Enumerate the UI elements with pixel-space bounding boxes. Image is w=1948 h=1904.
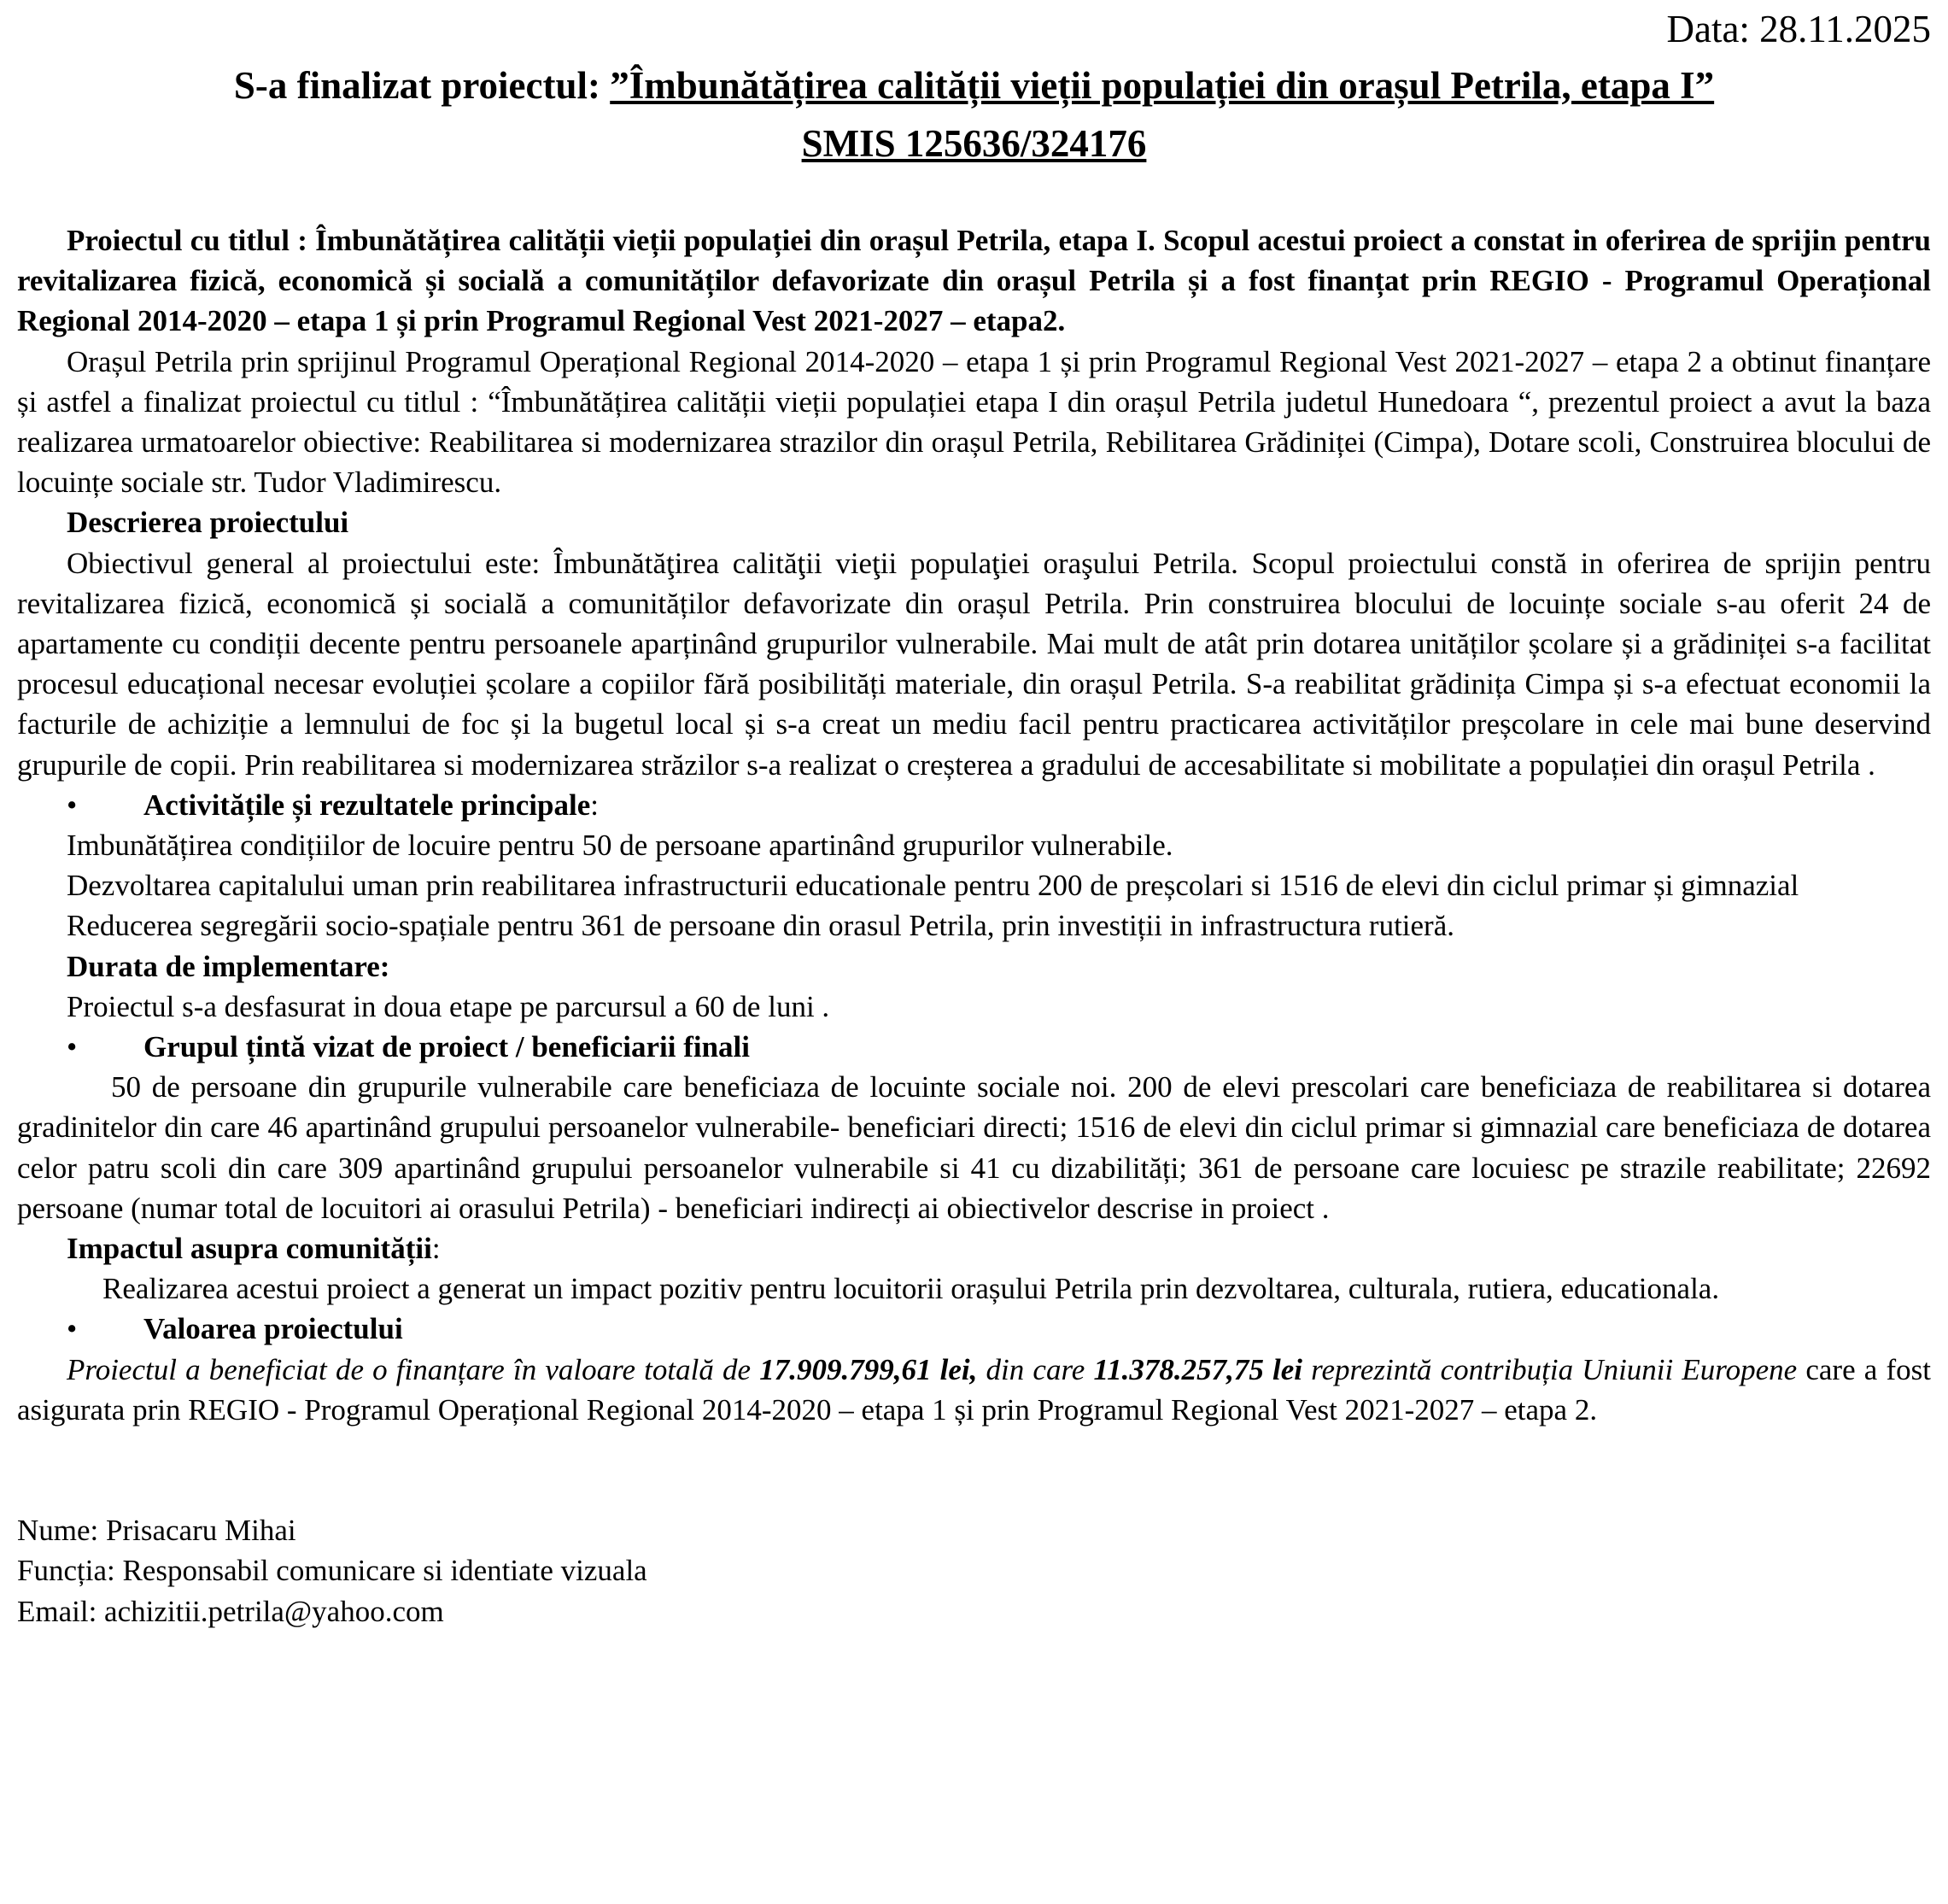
value-paragraph: Proiectul a beneficiat de o finanțare în valoare totală de 17.909.799,61 lei, din care 11.378.257,75 lei reprezintă contribuția Uniunii Europene care a fost asigurata prin REGIO - Programul Operațional Regional 2014-2020 – etapa 1 și prin Programul Regional Vest 2021-2027 – etapa 2. <box>17 1352 1931 1427</box>
smis-code <box>0 118 1948 169</box>
signature-function: Funcția: Responsabil comunicare si identiate vizuala <box>17 1554 647 1588</box>
eu-contribution: 11.378.257,75 lei <box>1093 1352 1302 1386</box>
duration-paragraph: Proiectul s-a desfasurat in doua etape pe parcursul a 60 de luni . <box>67 989 830 1023</box>
target-paragraph: 50 de persoane din grupurile vulnerabile care beneficiaza de locuinte sociale noi. 200 de elevi prescolari care beneficiaza de reabilitarea si dotarea gradinitelor din care 46 apartinând grupului persoanelor vulnerabile- beneficiari directi; 1516 de elevi din ciclul primar si gimnazial care beneficiaza de dotarea celor patru scoli din care 309 apartinând grupului persoanelor vulnerabile si 41 cu dizabilități; 361 de persoane care locuiesc pe strazile reabilitate; 22692 persoane (numar total de locuitori ai orasului Petrila) - beneficiari indirecți ai obiectivelor descrise in proiect . <box>17 1070 1931 1225</box>
description-heading: Descrierea proiectului <box>67 506 349 540</box>
summary-paragraph: Orașul Petrila prin sprijinul Programul Operațional Regional 2014-2020 – etapa 1 și prin Programul Regional Vest 2021-2027 – etapa 2 a obtinut finanțare și astfel a finalizat proiectul cu titlul : “Îmbunătățirea calității vieții populației etapa I din orașul Petrila judetul Hunedoara “, prezentul proiect a avut la baza realizarea urmatoarelor obiective: Reabilitarea si modernizarea strazilor din orașul Petrila, Rebilitarea Grădiniței (Cimpa), Dotare scoli, Construirea blocului de locuințe sociale str. Tudor Vladimirescu. <box>17 344 1931 500</box>
smis-code-text: SMIS 125636/324176 <box>801 122 1147 165</box>
signature-block <box>17 1510 1931 1632</box>
bullet-icon: • <box>67 1312 78 1346</box>
activity-item: Dezvoltarea capitalului uman prin reabilitarea infrastructurii educationale pentru 200 de preșcolari si 1516 de elevi din ciclul primar și gimnazial <box>67 869 1799 903</box>
title-prefix: S-a finalizat proiectul: <box>233 64 611 107</box>
activity-item: Imbunătățirea condițiilor de locuire pentru 50 de persoane apartinând grupurilor vulnerabile. <box>67 829 1173 863</box>
total-value: 17.909.799,61 lei, <box>759 1352 978 1386</box>
impact-paragraph: Realizarea acestui proiect a generat un impact pozitiv pentru locuitorii orașului Petrila prin dezvoltarea, culturala, rutiera, educationala. <box>102 1272 1720 1306</box>
project-name: ”Îmbunătățirea calității vieții populației din orașul Petrila, etapa I” <box>610 64 1715 107</box>
document-body <box>17 220 1931 1632</box>
target-heading: • Grupul țintă vizat de proiect / beneficiarii finali <box>17 1027 1931 1067</box>
document-date: Data: 28.11.2025 <box>1666 8 1931 50</box>
bullet-icon: • <box>67 1030 78 1064</box>
signature-email: Email: achizitii.petrila@yahoo.com <box>17 1594 444 1628</box>
signature-name: Nume: Prisacaru Mihai <box>17 1514 296 1548</box>
activities-heading: • Activitățile și rezultatele principale: <box>17 785 1931 825</box>
description-paragraph: Obiectivul general al proiectului este: Îmbunătăţirea calităţii vieţii populaţiei oraşului Petrila. Scopul proiectului constă in oferirea de sprijin pentru revitalizarea fizică, economică și socială a comunităților defavorizate din orașul Petrila. Prin construirea blocului de locuințe sociale s-au oferit 24 de apartamente cu condiții decente pentru persoanele aparținând grupurilor vulnerabile. Mai mult de atât prin dotarea unităților școlare și a grădiniței s-a facilitat procesul educațional necesar evoluției școlare a copiilor fără posibilități materiale, din orașul Petrila. S-a reabilitat grădinița Cimpa și s-a efectuat economii la facturile de achiziție a lemnului de foc și la bugetul local și s-a creat un mediu facil pentru practicarea activităților preșcolare in cele mai bune deservind grupurile de copii. Prin reabilitarea si modernizarea străzilor s-a realizat o creșterea a gradului de accesabilitate si mobilitate a populației din orașul Petrila . <box>17 546 1931 782</box>
duration-heading: Durata de implementare: <box>67 949 390 983</box>
bullet-icon: • <box>67 788 78 822</box>
value-heading: • Valoarea proiectului <box>17 1309 1931 1349</box>
document-title <box>0 60 1948 111</box>
intro-paragraph: Proiectul cu titlul : Îmbunătățirea calității vieții populației din orașul Petrila, etapa I. Scopul acestui proiect a constat in oferirea de sprijin pentru revitalizarea fizică, economică și socială a comunităților defavorizate din orașul Petrila și a fost finanțat prin REGIO - Programul Operațional Regional 2014-2020 – etapa 1 și prin Programul Regional Vest 2021-2027 – etapa2. <box>17 224 1931 338</box>
impact-heading: Impactul asupra comunității: <box>67 1232 441 1266</box>
activity-item: Reducerea segregării socio-spațiale pentru 361 de persoane din orasul Petrila, prin investiții in infrastructura rutieră. <box>67 909 1454 943</box>
